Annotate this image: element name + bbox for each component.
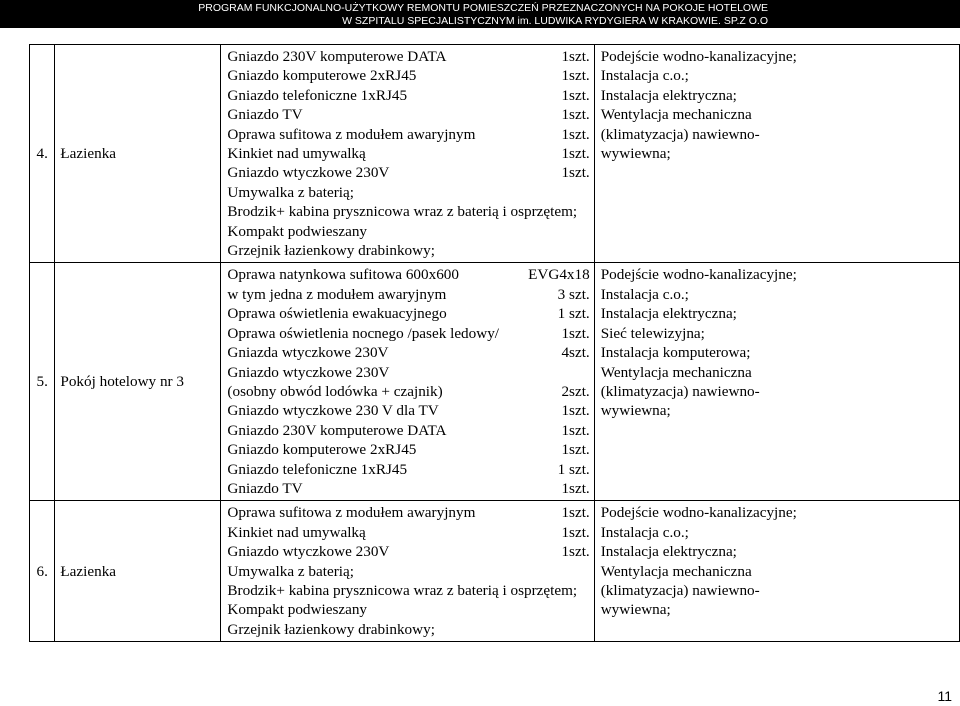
equipment-item [227, 562, 589, 581]
equipment-text: Oprawa oświetlenia nocnego /pasek ledowy/ [227, 324, 500, 342]
installation-item: wywiewna; [600, 145, 671, 163]
row-number: 4. [30, 45, 55, 263]
installation-item: Wentylacja mechaniczna [600, 562, 752, 580]
equipment-item [227, 503, 589, 522]
room-name: Łazienka [55, 45, 221, 263]
equipment-item [227, 324, 589, 343]
equipment-item [227, 285, 589, 304]
equipment-text: Umywalka z baterią; [227, 562, 354, 580]
equipment-cell [221, 45, 594, 263]
equipment-qty: 1 szt. [557, 305, 590, 323]
equipment-qty: 1szt. [561, 145, 590, 163]
installation-item: Instalacja elektryczna; [600, 543, 737, 561]
row-number: 6. [30, 501, 55, 642]
equipment-item [227, 363, 589, 382]
equipment-qty: 1szt. [561, 324, 590, 342]
table-row [30, 501, 960, 642]
equipment-item [227, 600, 589, 619]
equipment-text: Oprawa natynkowa sufitowa 600x600 [227, 266, 459, 284]
equipment-item [227, 460, 589, 479]
header-line-2: W SZPITALU SPECJALISTYCZNYM im. LUDWIKA RYDYGIERA W KRAKOWIE. SP.Z O.O [342, 15, 768, 27]
equipment-text: Brodzik+ kabina prysznicowa wraz z baterią i osprzętem; [227, 203, 578, 221]
equipment-text: Kinkiet nad umywalką [227, 145, 366, 163]
equipment-text: Oprawa oświetlenia ewakuacyjnego [227, 305, 447, 323]
equipment-item [227, 183, 589, 202]
equipment-item [227, 343, 589, 362]
equipment-qty: 1szt. [561, 523, 590, 541]
installation-item: Instalacja elektryczna; [600, 305, 737, 323]
equipment-qty: 1szt. [561, 441, 590, 459]
installation-item: (klimatyzacja) nawiewno- [600, 125, 760, 143]
equipment-text: Oprawa sufitowa z modułem awaryjnym [227, 125, 476, 143]
installation-item: Instalacja elektryczna; [600, 86, 737, 104]
equipment-text: Gniazdo wtyczkowe 230V [227, 164, 390, 182]
equipment-text: Gniazdo wtyczkowe 230V [227, 543, 390, 561]
equipment-text: Grzejnik łazienkowy drabinkowy; [227, 620, 435, 638]
installation-item: Instalacja c.o.; [600, 67, 689, 85]
equipment-text: Umywalka z baterią; [227, 183, 354, 201]
equipment-item [227, 265, 589, 284]
equipment-item [227, 125, 589, 144]
rooms-table [29, 44, 960, 642]
equipment-item [227, 144, 589, 163]
equipment-text: (osobny obwód lodówka + czajnik) [227, 382, 443, 400]
equipment-item [227, 304, 589, 323]
equipment-item [227, 66, 589, 85]
equipment-qty: 4szt. [561, 344, 590, 362]
equipment-text: Kompakt podwieszany [227, 222, 368, 240]
installation-item: Instalacja c.o.; [600, 523, 689, 541]
equipment-item [227, 440, 589, 459]
equipment-item [227, 202, 589, 221]
equipment-item [227, 86, 589, 105]
equipment-qty: 1szt. [561, 402, 590, 420]
equipment-text: Gniazdo TV [227, 106, 303, 124]
equipment-qty: EVG4x18 [528, 266, 590, 284]
installation-item: wywiewna; [600, 601, 671, 619]
equipment-text: Kinkiet nad umywalką [227, 523, 366, 541]
equipment-text: Gniazdo komputerowe 2xRJ45 [227, 67, 417, 85]
document-header [0, 0, 960, 28]
equipment-item [227, 479, 589, 498]
equipment-qty: 1szt. [561, 67, 590, 85]
installations-cell [594, 501, 959, 642]
equipment-text: Gniazdo 230V komputerowe DATA [227, 421, 447, 439]
equipment-text: Kompakt podwieszany [227, 601, 368, 619]
installation-item: Podejście wodno-kanalizacyjne; [600, 504, 797, 522]
equipment-text: Oprawa sufitowa z modułem awaryjnym [227, 504, 476, 522]
equipment-text: Gniazdo TV [227, 479, 303, 497]
equipment-item [227, 542, 589, 561]
equipment-item [227, 105, 589, 124]
equipment-text: Grzejnik łazienkowy drabinkowy; [227, 242, 435, 260]
table-row [30, 263, 960, 501]
room-name: Łazienka [55, 501, 221, 642]
equipment-item [227, 421, 589, 440]
equipment-item [227, 47, 589, 66]
equipment-item [227, 241, 589, 260]
equipment-qty: 1szt. [561, 125, 590, 143]
installations-cell [594, 263, 959, 501]
equipment-qty: 3 szt. [557, 285, 590, 303]
equipment-text: Brodzik+ kabina prysznicowa wraz z baterią i osprzętem; [227, 581, 578, 599]
equipment-item [227, 382, 589, 401]
installation-item: Instalacja komputerowa; [600, 344, 751, 362]
installation-item: Instalacja c.o.; [600, 285, 689, 303]
header-line-1: PROGRAM FUNKCJONALNO-UŻYTKOWY REMONTU POMIESZCZEŃ PRZEZNACZONYCH NA POKOJE HOTELOWE [198, 2, 768, 14]
installation-item: Podejście wodno-kanalizacyjne; [600, 48, 797, 65]
equipment-item [227, 620, 589, 639]
equipment-qty: 2szt. [561, 382, 590, 400]
equipment-item [227, 523, 589, 542]
equipment-qty: 1szt. [561, 479, 590, 497]
equipment-qty: 1szt. [561, 421, 590, 439]
equipment-item [227, 222, 589, 241]
equipment-text: Gniazdo wtyczkowe 230 V dla TV [227, 402, 439, 420]
equipment-qty: 1szt. [561, 106, 590, 124]
equipment-text: Gniazdo wtyczkowe 230V [227, 363, 390, 381]
equipment-text: Gniazdo 230V komputerowe DATA [227, 48, 447, 65]
page-number: 11 [937, 688, 952, 704]
equipment-qty: 1szt. [561, 504, 590, 522]
equipment-qty: 1szt. [561, 543, 590, 561]
installation-item: Wentylacja mechaniczna [600, 106, 752, 124]
installation-item: Wentylacja mechaniczna [600, 363, 752, 381]
equipment-text: Gniazda wtyczkowe 230V [227, 344, 389, 362]
installation-item: Sieć telewizyjna; [600, 324, 705, 342]
equipment-item [227, 401, 589, 420]
table-row [30, 45, 960, 263]
equipment-text: w tym jedna z modułem awaryjnym [227, 285, 447, 303]
installation-item: (klimatyzacja) nawiewno- [600, 382, 760, 400]
installation-item: wywiewna; [600, 402, 671, 420]
row-number: 5. [30, 263, 55, 501]
equipment-text: Gniazdo komputerowe 2xRJ45 [227, 441, 417, 459]
installation-item: Podejście wodno-kanalizacyjne; [600, 266, 797, 284]
equipment-text: Gniazdo telefoniczne 1xRJ45 [227, 86, 408, 104]
equipment-text: Gniazdo telefoniczne 1xRJ45 [227, 460, 408, 478]
equipment-qty: 1szt. [561, 86, 590, 104]
equipment-item [227, 163, 589, 182]
equipment-qty: 1 szt. [557, 460, 590, 478]
installations-cell [594, 45, 959, 263]
equipment-cell [221, 263, 594, 501]
room-name: Pokój hotelowy nr 3 [55, 263, 221, 501]
equipment-cell [221, 501, 594, 642]
equipment-item [227, 581, 589, 600]
equipment-qty: 1szt. [561, 48, 590, 65]
installation-item: (klimatyzacja) nawiewno- [600, 581, 760, 599]
equipment-qty: 1szt. [561, 164, 590, 182]
